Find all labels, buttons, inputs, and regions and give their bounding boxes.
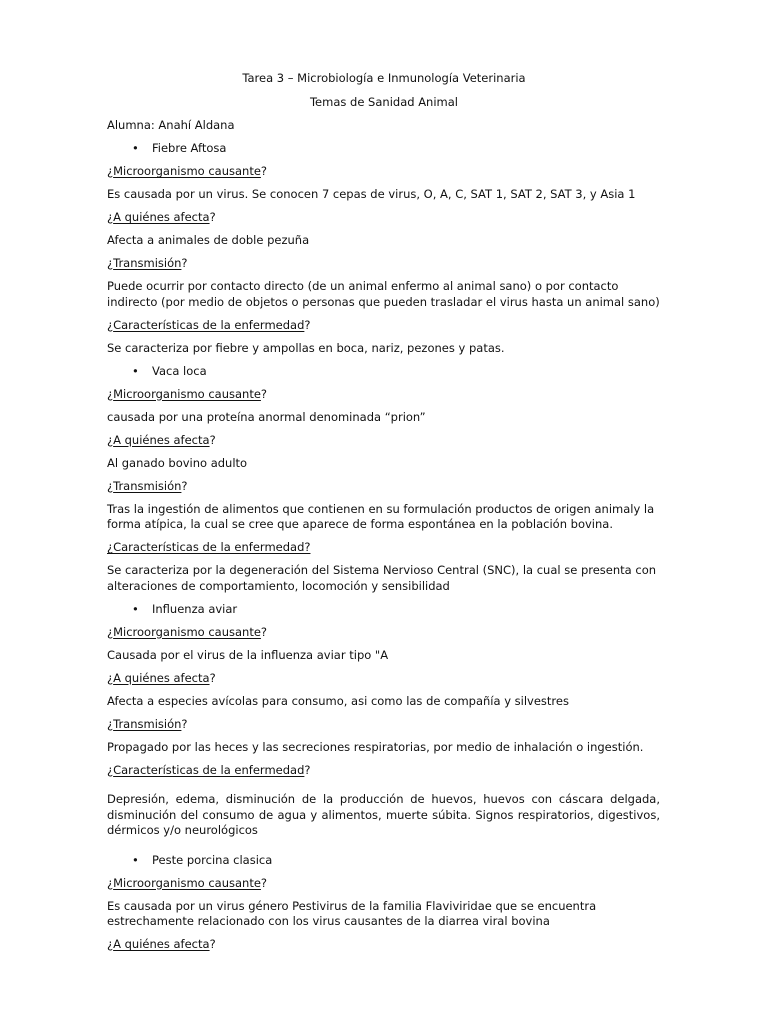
document-subtitle: Temas de Sanidad Animal [309, 95, 458, 109]
question-quienes-afecta: ¿A quiénes afecta? [107, 670, 216, 685]
disease-heading-vaca-loca [107, 364, 660, 380]
question-microorganismo: ¿Microorganismo causante? [107, 386, 268, 401]
question-transmision: ¿Transmisión? [107, 256, 188, 270]
disease-name: Influenza aviar [152, 601, 238, 616]
question-transmision: ¿Transmisión? [107, 478, 188, 493]
bullet-icon: • [132, 141, 139, 155]
answer-transmision: Tras la ingestión de alimentos que contienen en su formulación productos de origen animaly la forma atípica, la cual se cree que aparece de forma espontánea en la población bovina. [107, 501, 655, 531]
disease-heading-fiebre-aftosa [107, 141, 660, 157]
question-caracteristicas: ¿Características de la enfermedad? [107, 540, 311, 554]
question-quienes-afecta: ¿A quiénes afecta? [107, 210, 216, 224]
disease-heading-peste-porcina [107, 853, 660, 869]
question-caracteristicas: ¿Características de la enfermedad? [107, 762, 311, 777]
question-microorganismo: ¿Microorganismo causante? [107, 624, 268, 639]
student-name: Alumna: Anahí Aldana [107, 118, 235, 132]
question-caracteristicas: ¿Características de la enfermedad? [107, 317, 311, 332]
question-microorganismo: ¿Microorganismo causante? [107, 875, 268, 890]
bullet-icon: • [132, 363, 139, 378]
question-microorganismo: ¿Microorganismo causante? [107, 164, 268, 178]
document-title: Tarea 3 – Microbiología e Inmunología Veterinaria [242, 71, 526, 85]
answer-quienes-afecta: Al ganado bovino adulto [107, 455, 248, 470]
answer-transmision: Propagado por las heces y las secreciones respiratorias, por medio de inhalación o ingestión. [107, 739, 644, 754]
answer-caracteristicas: Se caracteriza por fiebre y ampollas en boca, nariz, pezones y patas. [107, 340, 505, 355]
answer-quienes-afecta: Afecta a especies avícolas para consumo, asi como las de compañía y silvestres [107, 693, 569, 708]
answer-caracteristicas: Depresión, edema, disminución de la producción de huevos, huevos con cáscara delgada, disminución del consumo de agua y alimentos, muerte súbita. Signos respiratorios, digestivos, dérmicos y/o neurológicos [107, 792, 660, 837]
bullet-icon: • [132, 852, 139, 867]
answer-quienes-afecta: Afecta a animales de doble pezuña [107, 233, 310, 247]
question-quienes-afecta: ¿A quiénes afecta? [107, 937, 216, 951]
document-body [107, 118, 660, 960]
answer-caracteristicas: Se caracteriza por la degeneración del Sistema Nervioso Central (SNC), la cual se presenta con alteraciones de comportamiento, locomoción y sensibilidad [107, 563, 657, 593]
answer-microorganismo: Causada por el virus de la influenza aviar tipo "A [107, 647, 389, 662]
answer-microorganismo: causada por una proteína anormal denominada “prion” [107, 409, 426, 424]
question-quienes-afecta: ¿A quiénes afecta? [107, 432, 216, 447]
disease-name: Peste porcina clasica [152, 852, 273, 867]
disease-name: Vaca loca [152, 363, 207, 378]
answer-transmision: Puede ocurrir por contacto directo (de un animal enfermo al animal sano) o por contacto indirecto (por medio de objetos o personas que pueden trasladar el virus hasta un animal sano) [107, 279, 660, 309]
disease-heading-influenza-aviar [107, 602, 660, 618]
question-transmision: ¿Transmisión? [107, 716, 188, 731]
disease-name: Fiebre Aftosa [152, 141, 227, 155]
bullet-icon: • [132, 601, 139, 616]
answer-microorganismo: Es causada por un virus género Pestivirus de la familia Flaviviridae que se encuentra estrechamente relacionado con los virus causantes de la diarrea viral bovina [107, 898, 597, 928]
answer-microorganismo: Es causada por un virus. Se conocen 7 cepas de virus, O, A, C, SAT 1, SAT 2, SAT 3, y Asia 1 [107, 187, 636, 201]
